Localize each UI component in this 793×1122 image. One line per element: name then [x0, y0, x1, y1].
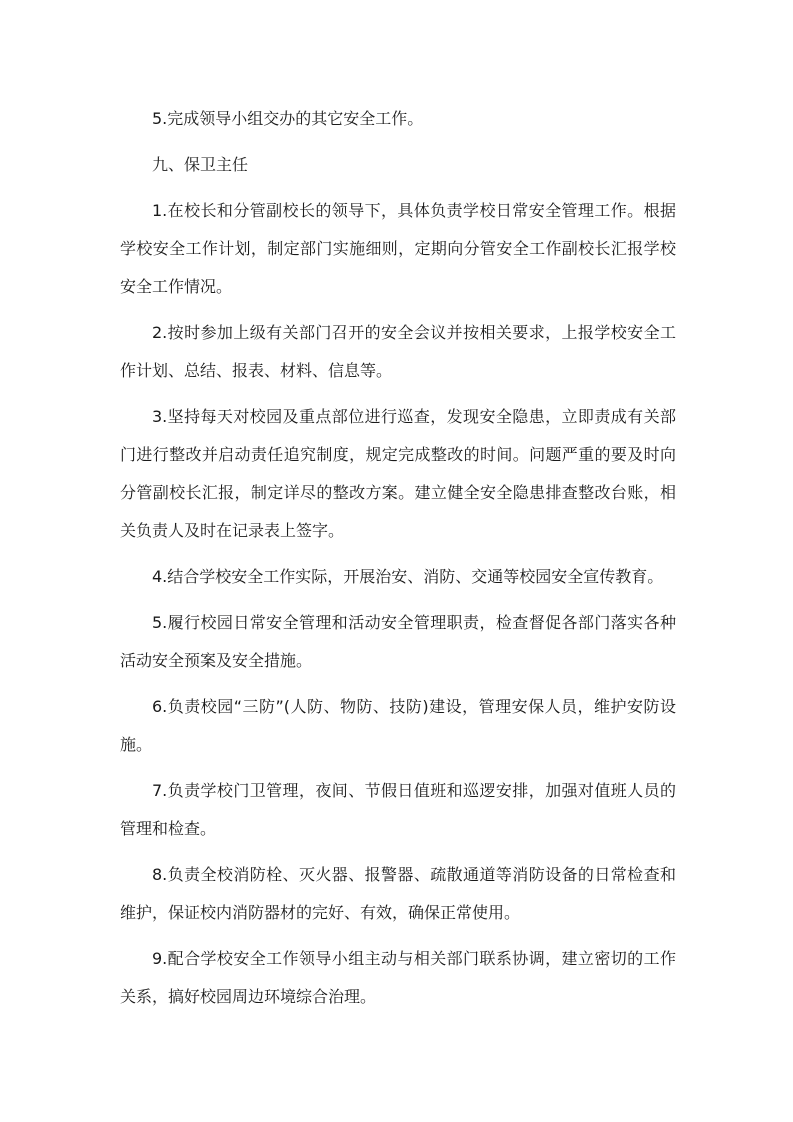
paragraph-item-8-fire-equipment: 8.负责全校消防栓、灭火器、报警器、疏散通道等消防设备的日常检查和维护，保证校内消防器材的完好、有效，确保正常使用。 — [120, 865, 676, 922]
paragraph-item-2-meetings-reports: 2.按时参加上级有关部门召开的安全会议并按相关要求，上报学校安全工作计划、总结、报表、材料、信息等。 — [120, 323, 676, 380]
paragraph-item-4-education: 4.结合学校安全工作实际，开展治安、消防、交通等校园安全宣传教育。 — [152, 567, 664, 586]
document-body — [120, 100, 676, 1024]
paragraph-item-1-daily-management: 1.在校长和分管副校长的领导下，具体负责学校日常安全管理工作。根据学校安全工作计划，制定部门实施细则，定期向分管安全工作副校长汇报学校安全工作情况。 — [120, 201, 676, 296]
paragraph-item-9-coordination: 9.配合学校安全工作领导小组主动与相关部门联系协调，建立密切的工作关系，搞好校园周边环境综合治理。 — [120, 949, 676, 1006]
paragraph-item-5-other-tasks: 5.完成领导小组交办的其它安全工作。 — [152, 109, 424, 128]
paragraph-item-5-activity-safety: 5.履行校园日常安全管理和活动安全管理职责，检查督促各部门落实各种活动安全预案及安全措施。 — [120, 613, 676, 670]
paragraph-item-3-inspection: 3.坚持每天对校园及重点部位进行巡查，发现安全隐患，立即责成有关部门进行整改并启动责任追究制度，规定完成整改的时间。问题严重的要及时向分管副校长汇报，制定详尽的整改方案。建立健全安全隐患排查整改台账，相关负责人及时在记录表上签字。 — [120, 407, 676, 540]
paragraph-item-7-gate-duty: 7.负责学校门卫管理，夜间、节假日值班和巡逻安排，加强对值班人员的管理和检查。 — [120, 781, 676, 838]
section-heading-security-director: 九、保卫主任 — [152, 155, 249, 174]
paragraph-item-6-three-defenses: 6.负责校园“三防”(人防、物防、技防)建设，管理安保人员，维护安防设施。 — [120, 697, 676, 754]
